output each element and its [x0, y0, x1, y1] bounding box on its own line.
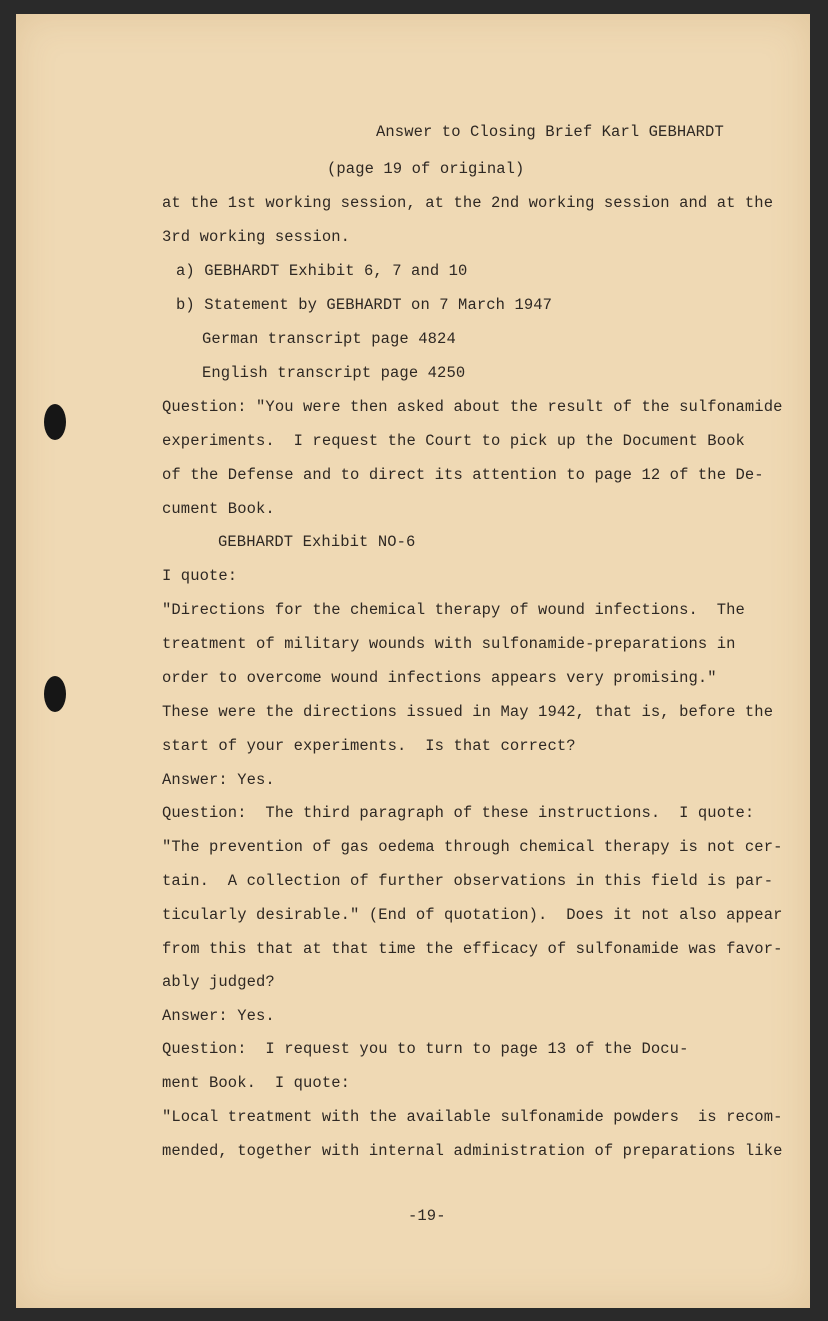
document-page [16, 14, 810, 1308]
body-line: b) Statement by GEBHARDT on 7 March 1947 [176, 296, 553, 314]
body-line: from this that at that time the efficacy of sulfonamide was favor- [162, 940, 783, 958]
body-line: "Local treatment with the available sulfonamide powders is recom- [162, 1108, 783, 1126]
body-line: ticularly desirable." (End of quotation). Does it not also appear [162, 906, 783, 924]
body-line: ment Book. I quote: [162, 1074, 351, 1092]
body-line: I quote: [162, 567, 238, 585]
document-header-title: Answer to Closing Brief Karl GEBHARDT [376, 123, 724, 141]
body-line: at the 1st working session, at the 2nd working session and at the [162, 194, 774, 212]
body-line: Question: The third paragraph of these instructions. I quote: [162, 804, 755, 822]
body-line: GEBHARDT Exhibit NO-6 [218, 533, 416, 551]
document-header-subtitle: (page 19 of original) [327, 160, 525, 178]
body-line: tain. A collection of further observations in this field is par- [162, 872, 774, 890]
body-line: treatment of military wounds with sulfonamide-preparations in [162, 635, 736, 653]
punch-hole-bottom [44, 676, 66, 712]
body-line: cument Book. [162, 500, 275, 518]
body-line: "Directions for the chemical therapy of wound infections. The [162, 601, 745, 619]
body-line: ably judged? [162, 973, 275, 991]
body-line: a) GEBHARDT Exhibit 6, 7 and 10 [176, 262, 468, 280]
body-line: 3rd working session. [162, 228, 351, 246]
body-line: Answer: Yes. [162, 771, 275, 789]
body-line: mended, together with internal administration of preparations like [162, 1142, 783, 1160]
page-number: -19- [408, 1207, 446, 1225]
body-line: "The prevention of gas oedema through chemical therapy is not cer- [162, 838, 783, 856]
punch-hole-top [44, 404, 66, 440]
body-line: German transcript page 4824 [202, 330, 456, 348]
body-line: English transcript page 4250 [202, 364, 466, 382]
body-line: Answer: Yes. [162, 1007, 275, 1025]
body-line: of the Defense and to direct its attention to page 12 of the De- [162, 466, 764, 484]
body-line: order to overcome wound infections appears very promising." [162, 669, 717, 687]
body-line: experiments. I request the Court to pick up the Document Book [162, 432, 745, 450]
body-line: start of your experiments. Is that correct? [162, 737, 576, 755]
body-line: These were the directions issued in May 1942, that is, before the [162, 703, 774, 721]
body-line: Question: I request you to turn to page 13 of the Docu- [162, 1040, 689, 1058]
body-line: Question: "You were then asked about the result of the sulfonamide [162, 398, 783, 416]
